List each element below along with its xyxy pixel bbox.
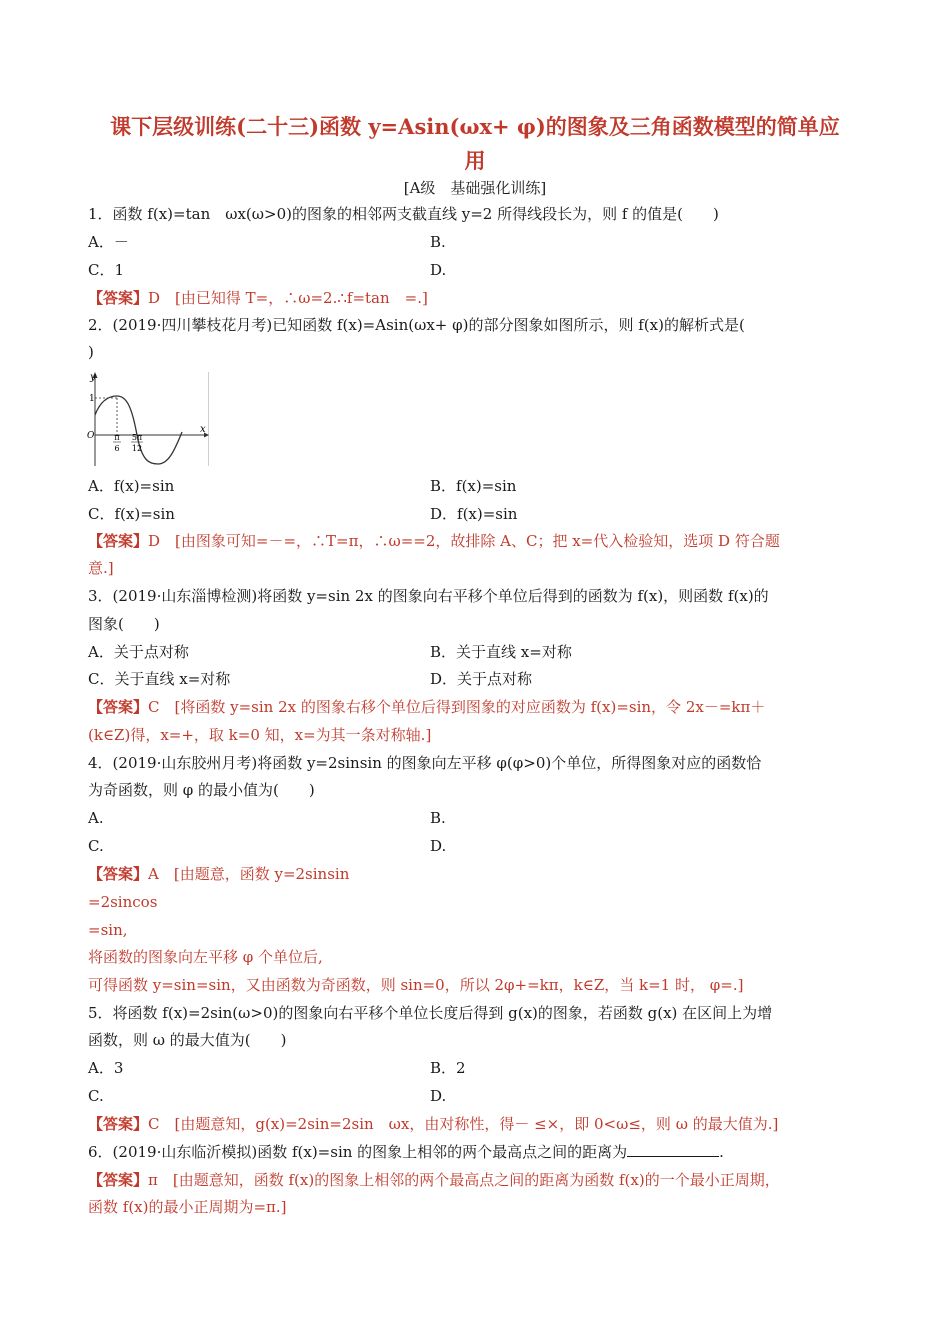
q6-answer-text: π [由题意知，函数 f(x)的图象上相邻的两个最高点之间的距离为函数 f(x)的一个最小正周期，: [148, 1171, 780, 1189]
q5-option-c: C.: [88, 1087, 104, 1105]
q2-answer-cont: 意.]: [88, 559, 114, 577]
q2-option-d: D．f(x)=sin: [430, 505, 518, 523]
sine-graph-figure: [86, 370, 210, 468]
q2-option-a: A．f(x)=sin: [88, 477, 175, 495]
q5-option-a: A．3: [88, 1059, 124, 1077]
q3-option-c: C．关于直线 x=对称: [88, 670, 231, 688]
tick-pi-6-denominator: 6: [114, 444, 120, 453]
q6-stem: [88, 1142, 724, 1162]
q4-answer-line-3: =sin,: [88, 921, 128, 939]
q3-stem: 3．(2019·山东淄博检测)将函数 y=sin 2x 的图象向右平移个单位后得到的函数为 f(x)，则函数 f(x)的: [88, 587, 769, 605]
q1-stem: 1．函数 f(x)=tan ωx(ω>0)的图象的相邻两支截直线 y=2 所得线段长为，则 f 的值是( ): [88, 205, 719, 223]
q3-option-b: B．关于直线 x=对称: [430, 643, 572, 661]
answer-tag: 【答案】: [88, 289, 149, 307]
tick-5pi-12-denominator: 12: [131, 444, 143, 453]
q1-answer: [88, 288, 428, 308]
q2-answer: [88, 531, 780, 551]
q5-option-d: D.: [430, 1087, 447, 1105]
title-line-2: 用: [464, 148, 486, 173]
q4-answer-line-5: 可得函数 y=sin=sin，又由函数为奇函数，则 sin=0，所以 2φ+=kπ，k∈Z，当 k=1 时， φ=.]: [88, 976, 744, 994]
q4-answer: [88, 864, 349, 884]
q1-option-d: D.: [430, 261, 447, 279]
q1-option-c: C．1: [88, 261, 125, 279]
tick-pi-6-numerator: π: [114, 433, 120, 442]
q5-answer: [88, 1114, 778, 1134]
q3-option-a: A．关于点对称: [88, 643, 189, 661]
q2-option-c: C．f(x)=sin: [88, 505, 175, 523]
q4-stem: 4．(2019·山东胶州月考)将函数 y=2sinsin 的图象向左平移 φ(φ>0)个单位，所得图象对应的函数恰: [88, 754, 762, 772]
tick-5pi-12-numerator: 5π: [131, 433, 143, 442]
q5-stem: 5．将函数 f(x)=2sin(ω>0)的图象向右平移个单位长度后得到 g(x)的图象，若函数 g(x) 在区间上为增: [88, 1004, 773, 1022]
q4-answer-line-4: 将函数的图象向左平移 φ 个单位后,: [88, 948, 323, 966]
q2-stem-end: ): [88, 343, 94, 361]
title-line-1: 课下层级训练(二十三)函数 y=Asin(ωx+ φ)的图象及三角函数模型的简单应: [110, 114, 840, 139]
x-axis-label: x: [200, 424, 206, 435]
q5-answer-text: C [由题意知，g(x)=2sin=2sin ωx，由对称性，得－ ≤×，即 0<ω≤，则 ω 的最大值为.]: [148, 1115, 779, 1133]
q3-option-d: D．关于点对称: [430, 670, 533, 688]
q3-answer: [88, 697, 765, 717]
section-heading: [A级 基础强化训练]: [403, 179, 547, 197]
q1-option-b: B.: [430, 233, 446, 251]
y-axis-label: y: [90, 372, 96, 383]
q3-stem-end: 图象( ): [88, 615, 160, 633]
q4-option-d: D.: [430, 837, 447, 855]
q4-option-c: C.: [88, 837, 104, 855]
q3-answer-text: C [将函数 y=sin 2x 的图象右移个单位后得到图象的对应函数为 f(x)=sin，令 2x－=kπ＋: [148, 698, 766, 716]
q4-option-a: A.: [88, 809, 104, 827]
sine-curve: [95, 396, 182, 464]
q2-option-b: B．f(x)=sin: [430, 477, 517, 495]
q5-stem-end: 函数，则 ω 的最大值为( ): [88, 1031, 287, 1049]
q6-answer-blank: [627, 1142, 719, 1157]
answer-tag: 【答案】: [88, 1115, 149, 1133]
origin-label: O: [87, 431, 95, 441]
q6-stem-period: .: [719, 1143, 724, 1161]
q1-answer-text: D [由已知得 T=，∴ω=2.∴f=tan =.]: [148, 289, 428, 307]
q2-answer-text: D [由图象可知=－=，∴T=π，∴ω==2，故排除 A、C；把 x=代入检验知，选项 D 符合题: [148, 532, 780, 550]
answer-tag: 【答案】: [88, 865, 149, 883]
answer-tag: 【答案】: [88, 698, 149, 716]
q6-answer: [88, 1170, 780, 1190]
q4-answer-line-2: =2sincos: [88, 893, 158, 911]
q2-stem: 2．(2019·四川攀枝花月考)已知函数 f(x)=Asin(ωx+ φ)的部分图象如图所示，则 f(x)的解析式是(: [88, 316, 745, 334]
document-title: [60, 110, 890, 178]
answer-tag: 【答案】: [88, 1171, 149, 1189]
q6-answer-cont: 函数 f(x)的最小正周期为=π.]: [88, 1198, 287, 1216]
q4-option-b: B.: [430, 809, 446, 827]
answer-tag: 【答案】: [88, 532, 149, 550]
q4-stem-end: 为奇函数，则 φ 的最小值为( ): [88, 781, 315, 799]
y-tick-one: 1: [89, 394, 95, 404]
q5-option-b: B．2: [430, 1059, 466, 1077]
q4-answer-text: A [由题意，函数 y=2sinsin: [148, 865, 350, 883]
q3-answer-cont: (k∈Z)得，x=+，取 k=0 知，x=为其一条对称轴.]: [88, 726, 432, 744]
q1-option-a: A．－: [88, 233, 129, 251]
q6-stem-text: 6．(2019·山东临沂模拟)函数 f(x)=sin 的图象上相邻的两个最高点之间的距离为: [88, 1143, 628, 1161]
